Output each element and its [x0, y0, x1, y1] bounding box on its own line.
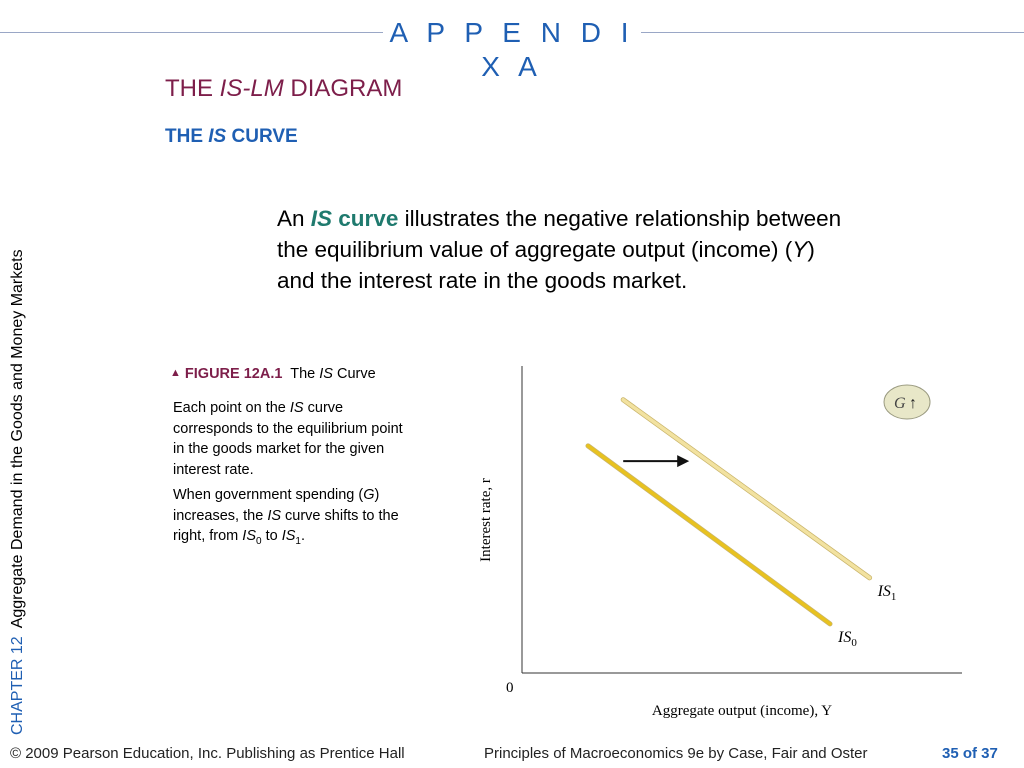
badge-g-label: G: [894, 395, 906, 412]
figure-label: FIGURE 12A.1: [184, 366, 283, 382]
government-spending-badge: [884, 385, 930, 419]
triangle-icon: ▲: [170, 367, 181, 379]
header-rule-left: [0, 32, 383, 33]
page-title: THE IS-LM DIAGRAM: [165, 75, 403, 102]
definition-paragraph: An IS curve illustrates the negative relationship between the equilibrium value of aggregate output (income) (Y) and the interest rate in the goods market.: [277, 206, 842, 293]
origin-label: 0: [506, 680, 514, 696]
footer-copyright: © 2009 Pearson Education, Inc. Publishing as Prentice Hall: [10, 745, 405, 762]
up-arrow-icon: ↑: [909, 395, 917, 412]
is-curve-label-0: $IS_0$: [838, 628, 857, 649]
figure-text-1: Each point on the IS curve corresponds to the equilibrium point in the goods market for the given interest rate.: [173, 400, 403, 478]
figure-caption: ▲ FIGURE 12A.1 The IS Curve: [170, 366, 376, 382]
footer-book: Principles of Macroeconomics 9e by Case, Fair and Oster: [484, 745, 868, 762]
is-curve-1: [623, 400, 869, 578]
is-curve-label-1: $IS_1$: [877, 582, 897, 603]
is-curve-chart: [460, 360, 980, 730]
x-axis-label: Aggregate output (income), Y: [651, 703, 833, 719]
figure-text-2: When government spending (G) increases, the IS curve shifts to the right, from $IS_0$ to $IS_1$.: [173, 487, 399, 547]
chapter-title: Aggregate Demand in the Goods and Money Markets: [9, 249, 26, 629]
page-number: 35 of 37: [942, 745, 998, 762]
is-curve-0: [588, 446, 830, 624]
header-rule-right: [641, 32, 1024, 33]
chapter-number: CHAPTER 12: [9, 636, 26, 735]
shift-arrow-icon: [677, 455, 689, 467]
section-title: THE IS CURVE: [165, 126, 298, 147]
chapter-sidebar: [5, 249, 31, 735]
y-axis-label: Interest rate, r: [478, 478, 494, 562]
appendix-heading: A P P E N D I X A: [389, 17, 635, 82]
